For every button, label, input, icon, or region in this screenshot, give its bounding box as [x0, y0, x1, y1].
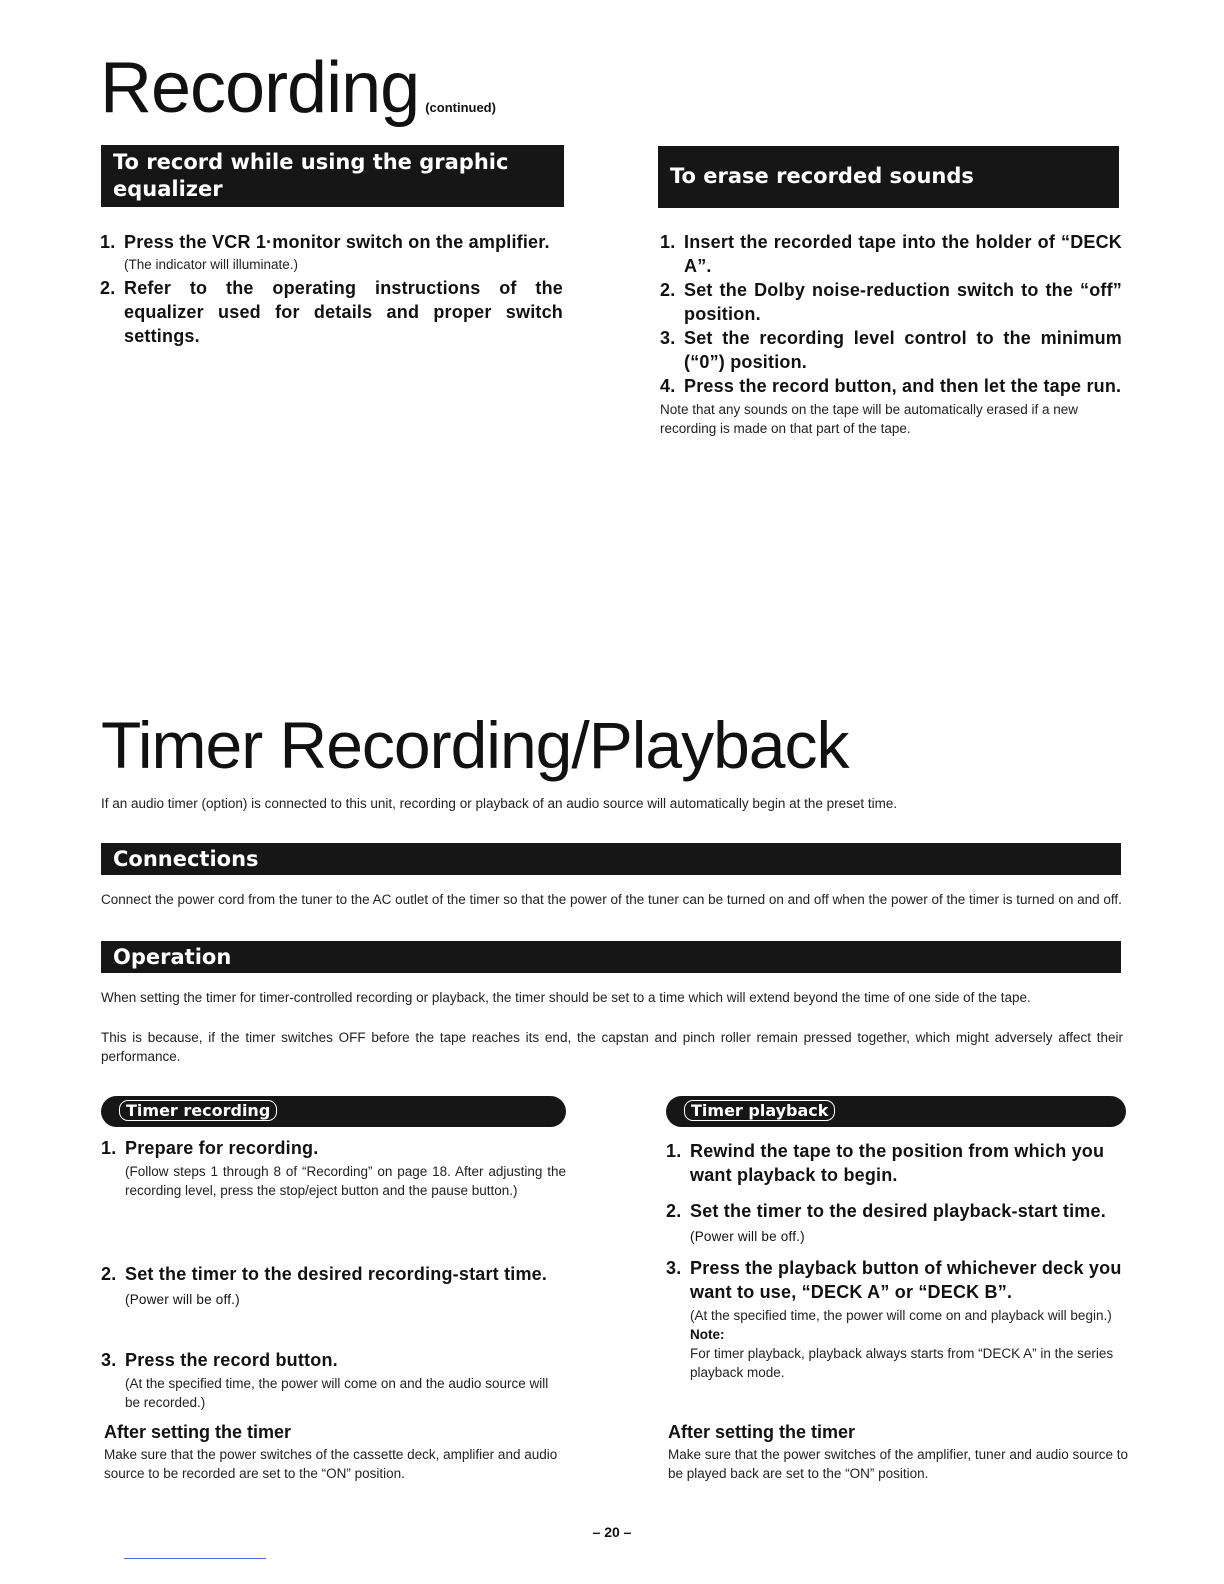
connections-text: Connect the power cord from the tuner to the AC outlet of the timer so that the power of the tuner can be turned on and off when the power of the timer is turned on and off.: [101, 892, 1122, 907]
list-item: [660, 326, 1122, 374]
step-note: (The indicator will illuminate.): [124, 257, 299, 272]
list-item: [660, 278, 1122, 326]
step-text: Press the playback button of whichever deck you want to use, “DECK A” or “DECK B”.: [690, 1258, 1122, 1302]
list-item: [100, 230, 563, 274]
step-text: Prepare for recording.: [125, 1138, 319, 1158]
erase-note: Note that any sounds on the tape will be automatically erased if a new recording is made on that part of the tape.: [660, 402, 1078, 436]
timer-playback-heading-text: Timer playback: [684, 1100, 835, 1121]
step-number: 1.: [101, 1138, 117, 1158]
step-number: 2.: [100, 278, 116, 298]
timer-playback-after-heading: After setting the timer: [668, 1422, 856, 1442]
timer-recording-after-heading: After setting the timer: [104, 1422, 292, 1442]
timer-recording-step-3: [101, 1348, 566, 1412]
connections-heading-text: Connections: [113, 847, 259, 871]
operation-heading-text: Operation: [113, 945, 232, 969]
recording-title: [100, 44, 496, 152]
step-note: (Follow steps 1 through 8 of “Recording” on page 18. After adjusting the recording level, press the stop/eject button and the pause button.): [125, 1164, 566, 1198]
graphic-equalizer-steps: [100, 230, 563, 348]
step-text: Set the recording level control to the minimum (“0”) position.: [684, 328, 1122, 372]
graphic-equalizer-heading: [101, 145, 564, 207]
timer-intro: If an audio timer (option) is connected to this unit, recording or playback of an audio source will automatically begin at the preset time.: [101, 796, 898, 811]
timer-playback-heading: [666, 1096, 1126, 1127]
timer-playback-after-text: Make sure that the power switches of the amplifier, tuner and audio source to be played back are set to the “ON” position.: [668, 1447, 1129, 1481]
timer-playback-step-2: [666, 1199, 1126, 1249]
list-item: [100, 276, 563, 348]
timer-recording-step-2: [101, 1262, 566, 1312]
step-number: 3.: [101, 1350, 117, 1370]
step-number: 3.: [660, 328, 676, 348]
timer-recording-heading-text: Timer recording: [119, 1100, 277, 1121]
step-number: 2.: [101, 1264, 117, 1284]
timer-playback-step-1: [666, 1139, 1126, 1187]
page-number: – 20 –: [592, 1524, 632, 1540]
list-item: [666, 1199, 1126, 1249]
list-item: [660, 230, 1122, 278]
list-item: [660, 374, 1122, 398]
step-number: 1.: [660, 232, 676, 252]
list-item: [101, 1136, 566, 1200]
operation-heading: [101, 941, 1121, 973]
list-item: [101, 1262, 566, 1312]
step-number: 2.: [666, 1201, 682, 1221]
list-item: [666, 1256, 1128, 1382]
step-inline-note: (Power will be off.): [125, 1292, 240, 1307]
step-text: Set the Dolby noise-reduction switch to the “off” position.: [684, 280, 1122, 324]
step-number: 3.: [666, 1258, 682, 1278]
list-item: [666, 1139, 1126, 1187]
timer-recording-heading: [101, 1096, 566, 1127]
step-text: [690, 1199, 1126, 1249]
operation-paragraph-1: When setting the timer for timer-controlled recording or playback, the timer should be set to a time which will extend beyond the time of one side of the tape.: [101, 990, 1031, 1005]
operation-paragraph-2: This is because, if the timer switches OFF before the tape reaches its end, the capstan and pinch roller remain pressed together, which might adversely affect their performance.: [101, 1030, 1123, 1064]
erase-steps: [660, 230, 1122, 438]
timer-recording-step-1: [101, 1136, 566, 1200]
step-text: [125, 1262, 566, 1312]
step-number: 4.: [660, 376, 676, 396]
step-text: Insert the recorded tape into the holder of “DECK A”.: [684, 232, 1122, 276]
continued-label: (continued): [425, 100, 496, 115]
timer-recording-after-text: Make sure that the power switches of the cassette deck, amplifier and audio source to be recorded are set to the “ON” position.: [104, 1447, 558, 1481]
step-text: Press the VCR 1·monitor switch on the amplifier.: [124, 232, 550, 252]
recording-title-text: Recording: [100, 48, 420, 128]
timer-playback-step-3: [666, 1256, 1128, 1382]
step-note-2: For timer playback, playback always starts from “DECK A” in the series playback mode.: [690, 1346, 1114, 1380]
step-text: Rewind the tape to the position from which you want playback to begin.: [690, 1141, 1105, 1185]
step-note: (At the specified time, the power will come on and the audio source will be recorded.): [125, 1376, 549, 1410]
graphic-equalizer-heading-text: To record while using the graphic equalizer: [113, 150, 509, 201]
erase-heading-text: To erase recorded sounds: [670, 164, 974, 188]
step-note: (At the specified time, the power will come on and playback will begin.): [690, 1308, 1112, 1323]
step-number: 1.: [100, 232, 116, 252]
step-number: 1.: [666, 1141, 682, 1161]
step-text: Press the record button, and then let the tape run.: [684, 376, 1122, 396]
timer-title: Timer Recording/Playback: [101, 708, 849, 782]
step-text: Press the record button.: [125, 1350, 338, 1370]
step-number: 2.: [660, 280, 676, 300]
footer-rule: [124, 1558, 266, 1559]
erase-heading: [658, 146, 1119, 208]
step-inline-note: (Power will be off.): [690, 1229, 805, 1244]
connections-heading: [101, 843, 1121, 875]
step-text-main: Set the timer to the desired recording-start time.: [125, 1264, 548, 1284]
step-text: Refer to the operating instructions of the equalizer used for details and proper switch settings.: [124, 278, 563, 346]
step-text-main: Set the timer to the desired playback-start time.: [690, 1201, 1106, 1221]
note-label: Note:: [690, 1327, 725, 1342]
list-item: [101, 1348, 566, 1412]
